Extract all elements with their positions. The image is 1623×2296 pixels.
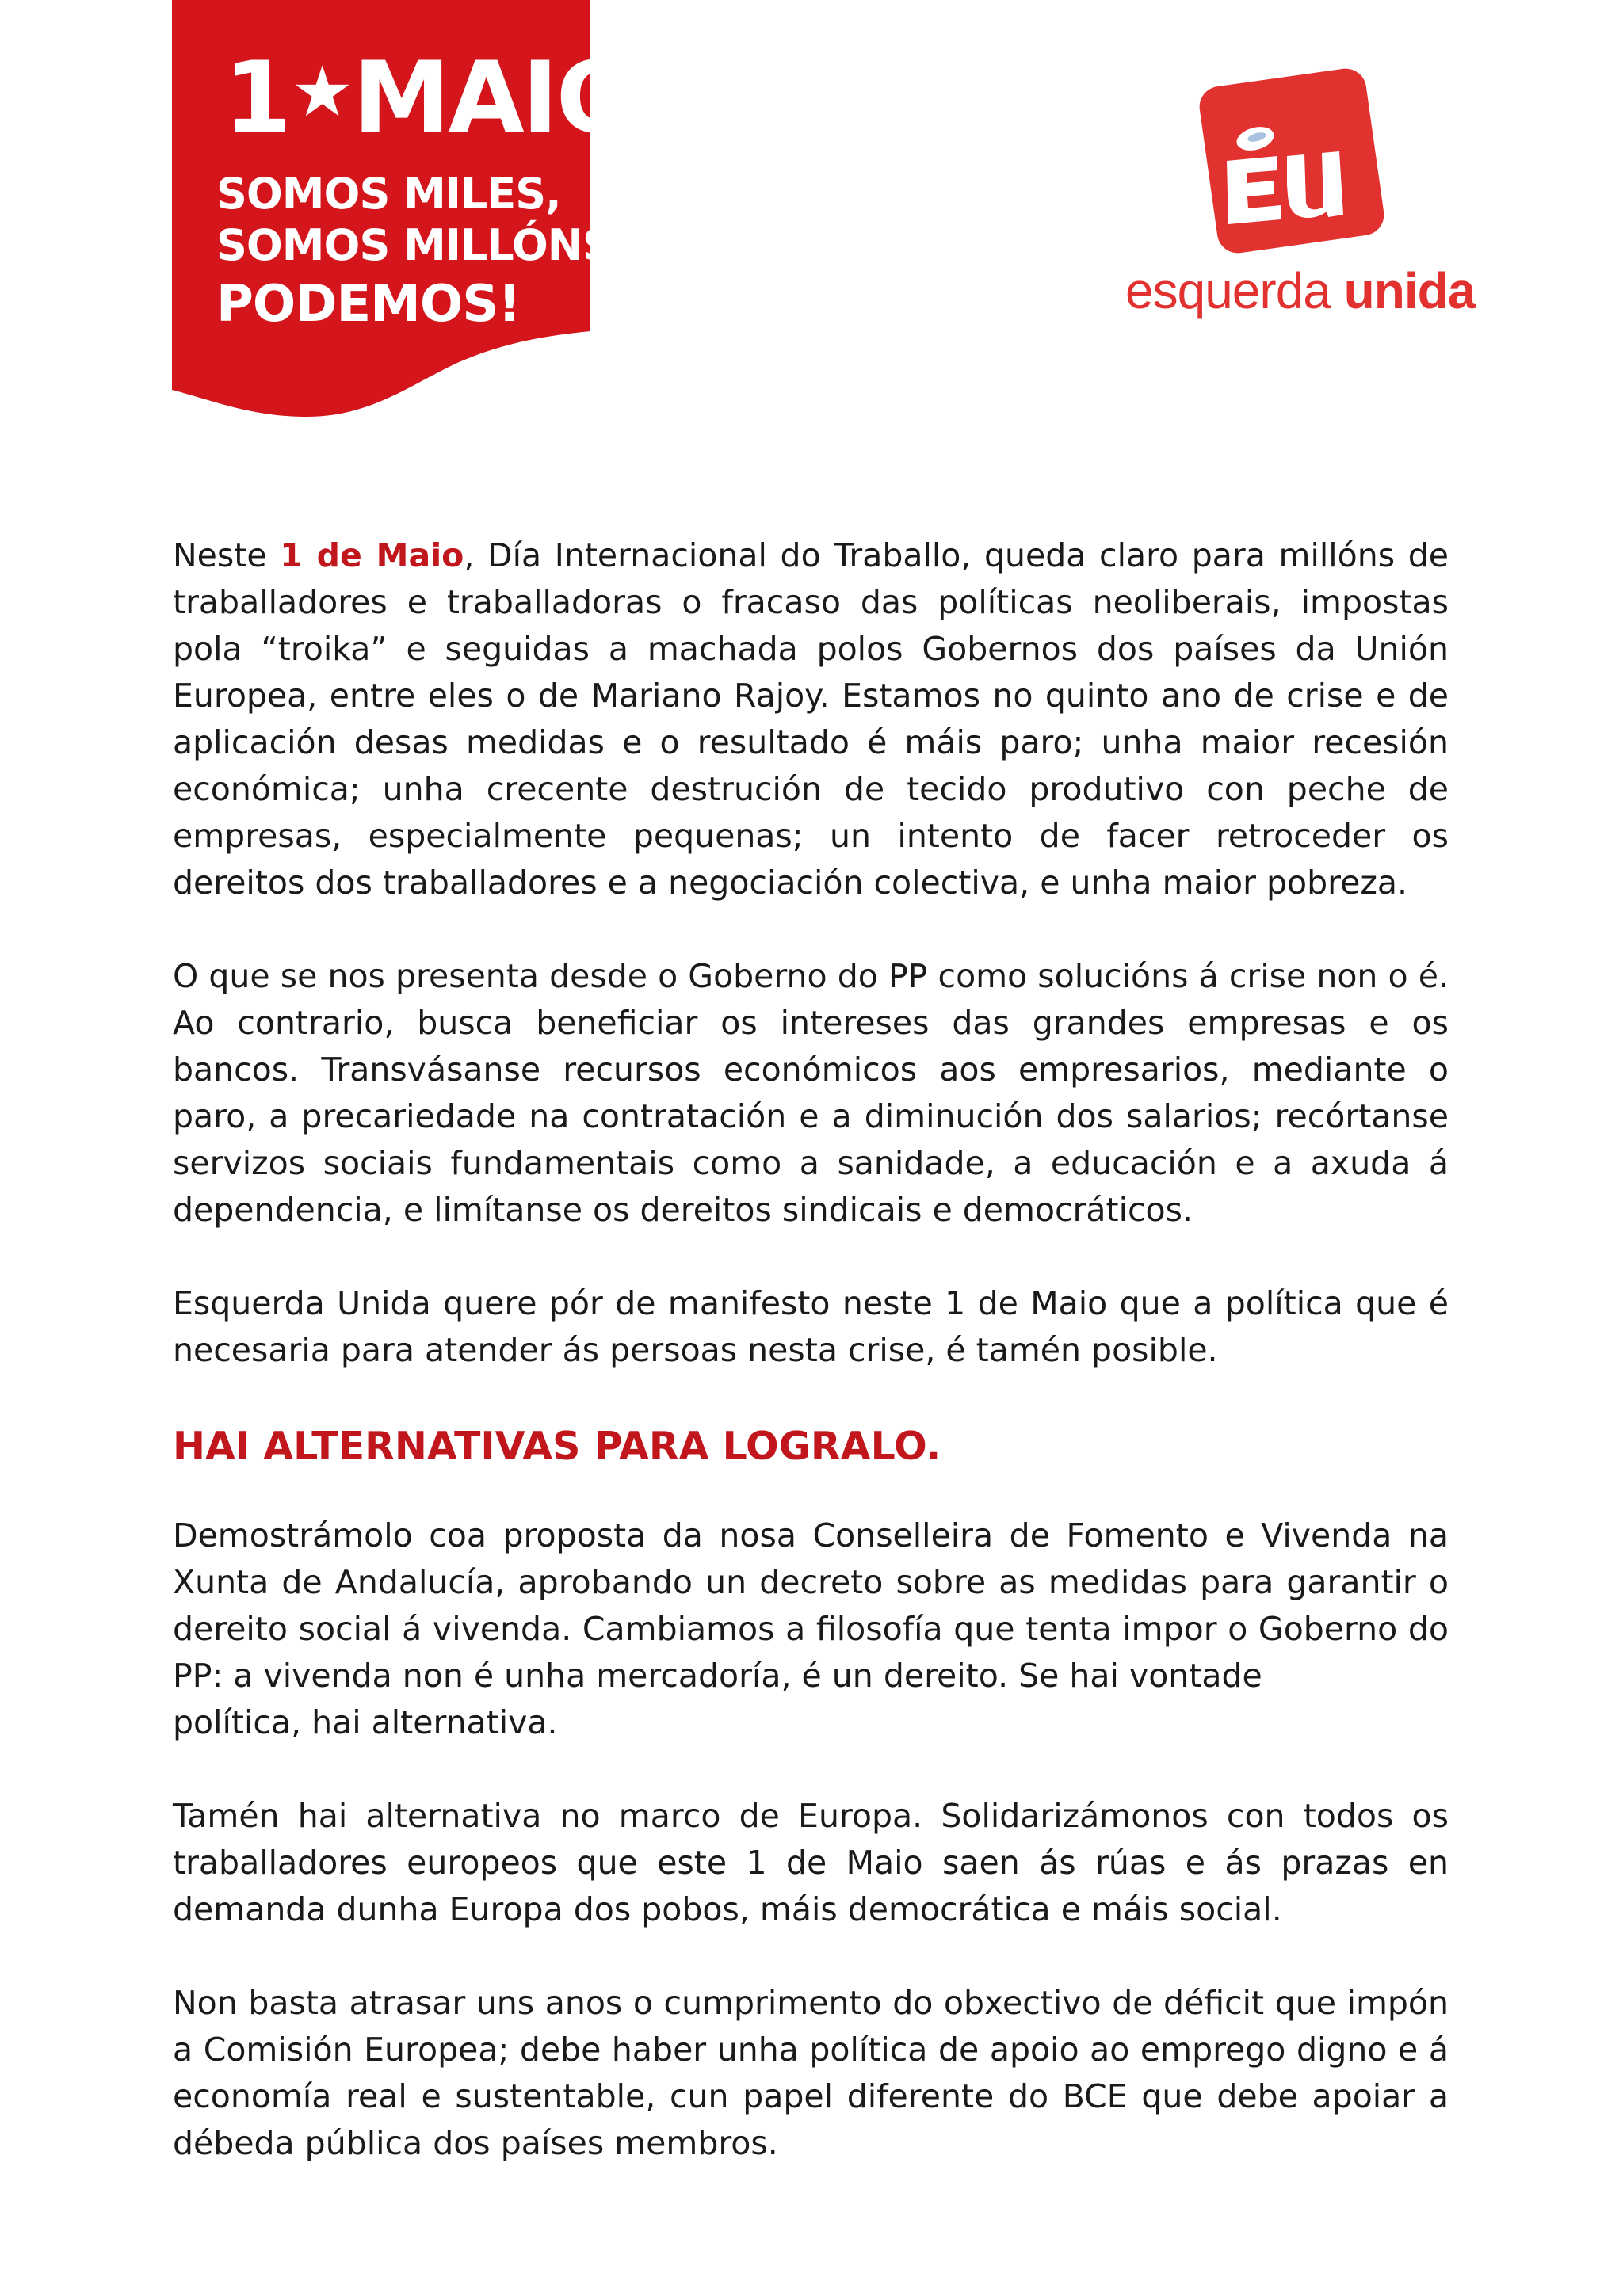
- paragraph-4: Demostrámolo coa proposta da nosa Conselleira de Fomento e Vivenda na Xunta de Andalucía, aprobando un decreto sobre as medidas para garantir o dereito social á vivenda. Cambiamos a filosofía que tenta impor o Goberno do PP: a vivenda non é unha mercadoría, é un dereito. Se hai vontade política, hai alternativa.: [173, 1516, 1449, 1741]
- paragraph-1: Neste 1 de Maio, Día Internacional do Traballo, queda claro para millóns de traballadores e traballadoras o fracaso das políticas neoliberais, impostas pola “troika” e seguidas a machada polos Gobernos dos países da Unión Europea, entre eles o de Mariano Rajoy. Estamos no quinto ano de crise e de aplicación desas medidas e o resultado é máis paro; unha maior recesión económica; unha crecente destrución de tecido produtivo con peche de empresas, especialmente pequenas; un intento de facer retroceder os dereitos dos traballadores e a negociación colectiva, e unha maior pobreza.: [173, 536, 1449, 902]
- paragraph-5: Tamén hai alternativa no marco de Europa. Solidarizámonos con todos os traballadores europeos que este 1 de Maio saen ás rúas e ás prazas en demanda dunha Europa dos pobos, máis democrática e máis social.: [173, 1797, 1449, 1928]
- banner-slogan-line-3: PODEMOS!: [216, 275, 521, 334]
- iu-logo-icon: [1198, 67, 1385, 254]
- banner-slogan-line-1: SOMOS MILES,: [216, 169, 561, 219]
- paragraph-2: O que se nos presenta desde o Goberno do PP como solucións á crise non o é. Ao contrario, busca beneficiar os intereses das grandes empresas e os bancos. Transvásanse recursos económicos aos empresarios, mediante o paro, a precariedade na contratación e a diminución dos salarios; recórtanse servizos sociais fundamentais como a sanidade, a educación e a axuda á dependencia, e limítanse os dereitos sindicais e democráticos.: [173, 957, 1449, 1229]
- star-icon: ★: [291, 51, 352, 132]
- may-day-highlight: 1 de Maio: [280, 536, 464, 574]
- logo-wordmark: esquerda unida: [1125, 262, 1476, 319]
- section-heading: HAI ALTERNATIVAS PARA LOGRALO.: [173, 1424, 941, 1469]
- document-body: [173, 532, 1449, 2214]
- esquerda-unida-logo: [1125, 67, 1476, 329]
- paragraph-6: Non basta atrasar uns anos o cumprimento do obxectivo de déficit que impón a Comisión Europea; debe haber unha política de apoio ao emprego digno e á economía real e sustentable, cun papel diferente do BCE que debe apoiar a débeda pública dos países membros.: [173, 1984, 1449, 2162]
- may-day-banner: [172, 0, 638, 420]
- paragraph-3: Esquerda Unida quere pór de manifesto neste 1 de Maio que a política que é necesaria para atender ás persoas nesta crise, é tamén posible.: [173, 1284, 1449, 1369]
- banner-slogan-line-2: SOMOS MILLÓNS,: [216, 220, 628, 270]
- banner-title: 1★MAIO: [223, 41, 638, 155]
